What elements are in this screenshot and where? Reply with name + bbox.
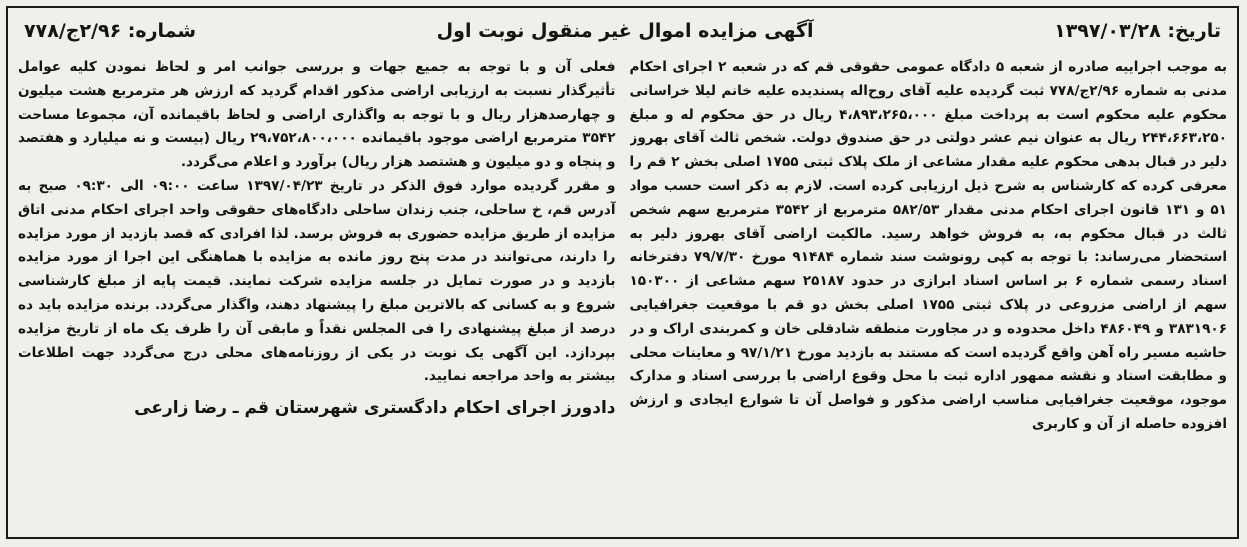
- signature-line: دادورز اجرای احکام دادگستری شهرستان قم ـ رضا زارعی: [134, 398, 616, 419]
- notice-header: [8, 8, 1237, 54]
- paragraph-valuation: فعلی آن و با توجه به جمیع جهات و بررسی جوانب امر و لحاظ نمودن کلیه عوامل تأثیرگذار نسبت به ارزیابی اراضی مذکور اقدام گردید که ارزش هر مترمربع هشت میلیون و چهارصدهزار ریال و با توجه به واگذاری اراضی و لحاظ باقیمانده آن، مجموعا مساحت ۳۵۴۲ مترمربع اراضی موجود باقیمانده ۲۹،۷۵۲،۸۰۰،۰۰۰ ریال (بیست و نه میلیارد و هفتصد و پنجاه و دو میلیون و هشتصد هزار ریال) برآورد و اعلام می‌گردد.: [18, 59, 616, 171]
- notice-date: تاریخ: ۱۳۹۷/۰۳/۲۸: [1054, 20, 1221, 42]
- column-right: [630, 56, 1228, 537]
- notice-body: [18, 56, 1227, 537]
- notice-title: آگهی مزایده اموال غیر منقول نوبت اول: [436, 20, 814, 42]
- column-left: [18, 56, 616, 537]
- notice-number: شماره: ۲/۹۶ج/۷۷۸: [24, 20, 197, 42]
- paragraph-auction-terms: و مقرر گردیده موارد فوق الذکر در تاریخ ۱۳۹۷/۰۴/۲۳ ساعت ۰۹:۰۰ الی ۰۹:۳۰ صبح به آدرس قم، خ ساحلی، جنب زندان ساحلی دادگاه‌های حقوقی واحد اجرای احکام مدنی اتاق مزایده از طریق مزایده حضوری به فروش برسد. لذا افرادی که قصد بازدید از مورد مزایده را دارند، می‌توانند در مدت پنج روز مانده به مزایده با هماهنگی این اجرا از مورد مزایده بازدید و در صورت تمایل در جلسه مزایده شرکت نمایند. قیمت پایه از مبلغ کارشناسی شروع و به کسانی که بالاترین مبلغ را پیشنهاد دهند، واگذار می‌گردد. برنده مزایده باید ده درصد از مبلغ پیشنهادی را فی المجلس نقداً و مابقی آن را ظرف یک ماه از تاریخ مزایده بپردازد. این آگهی یک نوبت در یکی از روزنامه‌های محلی درج می‌گردد جهت اطلاعات بیشتر به واحد مراجعه نمایید.: [18, 177, 616, 385]
- auction-notice: [6, 6, 1239, 539]
- paragraph-execution-order: به موجب اجراییه صادره از شعبه ۵ دادگاه عمومی حقوقی قم که در شعبه ۲ اجرای احکام مدنی به شماره ۲/۹۶ج/۷۷۸ ثبت گردیده علیه آقای روح‌اله پسندیده علیه خانم لیلا خراسانی محکوم علیه محکوم است به پرداخت مبلغ ۴،۸۹۳،۲۶۵،۰۰۰ ریال در حق محکوم له و مبلغ ۲۴۴،۶۶۳،۲۵۰ ریال به عنوان نیم عشر دولتی در حق صندوق دولت. شخص ثالث آقای بهروز دلیر در قبال بدهی محکوم علیه مقدار مشاعی از ملک پلاک ثبتی ۱۷۵۵ اصلی بخش ۲ قم را معرفی کرده که کارشناس به شرح ذیل ارزیابی کرده است. لازم به ذکر است حسب مواد ۵۱ و ۱۳۱ قانون اجرای احکام مدنی مقدار ۵۸۲/۵۳ مترمربع از ۳۵۴۲ مترمربع سهم شخص ثالث در قبال محکوم به، به فروش خواهد رسید. مالکیت اراضی آقای بهروز دلیر به استحضار می‌رساند: با توجه به کپی رونوشت سند شماره ۹۱۴۸۴ مورخ ۷۹/۷/۳۰ دفترخانه اسناد رسمی شماره ۶ بر اساس اسناد ابرازی در حدود ۲۵۱۸۷ سهم مشاعی از ۱۵۰۳۰۰ سهم از اراضی مزروعی در پلاک ثبتی ۱۷۵۵ اصلی بخش دو قم با موقعیت جغرافیایی ۳۸۳۱۹۰۶ و ۴۸۶۰۴۹ داخل محدوده و در مجاورت منطقه شادقلی خان و کمربندی اراک و در حاشیه مسیر راه آهن واقع گردیده است که مستند به بازدید مورخ ۹۷/۱/۲۱ و معاینات محلی و مطابقت اسناد و نقشه ممهور اداره ثبت با محل وقوع اراضی با بررسی اسناد و مدارک موجود، موقعیت جغرافیایی مناسب اراضی مذکور و فواصل آن تا شوارع ایجادی و ارزش افزوده حاصله از آن و کاربری: [629, 59, 1227, 432]
